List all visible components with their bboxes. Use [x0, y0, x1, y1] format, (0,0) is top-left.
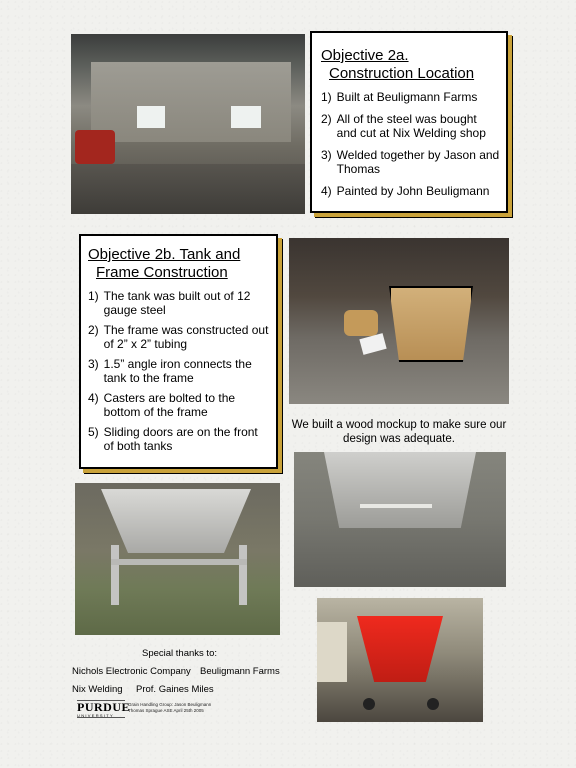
objective-2a-title-line2: Construction Location	[329, 65, 475, 82]
item-number: 5)	[88, 425, 99, 439]
item-number: 2)	[321, 112, 332, 126]
list-item	[321, 184, 500, 198]
thanks-name: Nichols Electronic Company	[72, 666, 191, 677]
purdue-logo	[77, 700, 130, 718]
frame-construction-photo	[75, 483, 280, 635]
list-item	[88, 391, 270, 419]
special-thanks	[72, 645, 287, 699]
item-number: 1)	[88, 289, 99, 303]
list-item	[321, 90, 500, 104]
item-text: The frame was constructed out of 2” x 2” tubing	[103, 323, 269, 351]
objective-2b-list	[88, 289, 270, 453]
item-text: Built at Beuligmann Farms	[336, 90, 478, 104]
mockup-caption: We built a wood mockup to make sure our design was adequate.	[291, 419, 507, 445]
item-number: 3)	[321, 148, 332, 162]
credit-line: Grain Handling Group: Jason Beuligmann	[128, 702, 212, 707]
item-text: The tank was built out of 12 gauge steel	[103, 289, 251, 317]
objective-2b-title-line2: Frame Construction	[96, 264, 228, 281]
list-item	[88, 323, 270, 351]
thanks-name: Nix Welding	[72, 684, 123, 695]
list-item	[88, 289, 270, 317]
wood-mockup-photo	[289, 238, 509, 404]
objective-2a-box	[310, 31, 508, 213]
objective-2a-list	[321, 90, 500, 198]
thanks-row	[72, 663, 287, 681]
thanks-name: Beuligmann Farms	[200, 666, 280, 677]
list-item	[321, 148, 500, 176]
list-item	[88, 425, 270, 453]
item-number: 1)	[321, 90, 332, 104]
item-number: 3)	[88, 357, 99, 371]
item-text: Welded together by Jason and Thomas	[336, 148, 500, 176]
item-number: 2)	[88, 323, 99, 337]
item-number: 4)	[88, 391, 99, 405]
item-text: Painted by John Beuligmann	[336, 184, 490, 198]
objective-2b-title	[88, 246, 270, 282]
objective-2b-title-line1: Objective 2b. Tank and	[88, 246, 241, 263]
list-item	[88, 357, 270, 385]
painted-tank-photo	[317, 598, 483, 722]
objective-2a-title-line1: Objective 2a.	[321, 47, 409, 64]
footer-credits	[128, 702, 248, 714]
thanks-heading: Special thanks to:	[142, 648, 217, 659]
item-text: Sliding doors are on the front of both tanks	[103, 425, 258, 453]
logo-subtitle: UNIVERSITY	[77, 713, 115, 718]
thanks-row	[72, 681, 287, 699]
item-text: Casters are bolted to the bottom of the frame	[103, 391, 236, 419]
item-text: All of the steel was bought and cut at Nix Welding shop	[336, 112, 486, 140]
thanks-name: Prof. Gaines Miles	[136, 684, 214, 695]
list-item	[321, 112, 500, 140]
workshop-photo	[71, 34, 305, 214]
item-number: 4)	[321, 184, 332, 198]
credit-line: Thomas Sprague ASE April 25th 2005	[128, 708, 204, 713]
sliding-door-photo	[294, 452, 506, 587]
objective-2a-title	[321, 47, 500, 83]
objective-2b-box	[79, 234, 278, 469]
item-text: 1.5” angle iron connects the tank to the frame	[103, 357, 252, 385]
logo-word: PURDUE	[77, 700, 130, 714]
